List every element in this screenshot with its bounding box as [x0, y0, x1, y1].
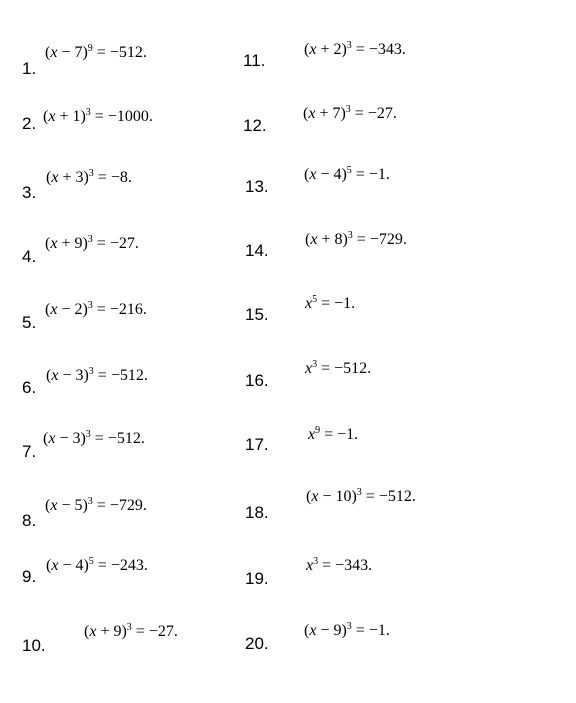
problem-11-equation: $(x + 2)^3 = -343$. [304, 40, 406, 58]
problem-12-equation: $(x + 7)^3 = -27$. [303, 104, 397, 122]
problem-19-number: 19. [245, 569, 269, 588]
problem-20-equation: $(x - 9)^3 = -1$. [304, 621, 390, 639]
problem-4-number: 4. [22, 247, 37, 266]
problem-17-equation: $x^9 = -1$. [308, 425, 359, 443]
problem-13-equation: $(x - 4)^5 = -1$. [304, 165, 390, 183]
problem-18-equation: $(x - 10)^3 = -512$. [306, 487, 416, 505]
problem-17-number: 17. [245, 435, 269, 454]
problem-6-number: 6. [22, 378, 37, 397]
problem-11-number: 11. [243, 51, 266, 70]
problem-20-number: 20. [245, 634, 269, 653]
problem-9-equation: $(x - 4)^5 = -243$. [46, 556, 148, 574]
problem-18-number: 18. [245, 503, 269, 522]
problem-8-number: 8. [22, 511, 37, 530]
problem-4-equation: $(x + 9)^3 = -27$. [45, 234, 139, 252]
problem-14-equation: $(x + 8)^3 = -729$. [305, 230, 407, 248]
problem-2-equation: $(x + 1)^3 = -1000$. [43, 107, 153, 125]
problem-5-equation: $(x - 2)^3 = -216$. [45, 300, 147, 318]
problem-19-equation: $x^3 = -343$. [306, 556, 373, 574]
problem-5-number: 5. [22, 313, 37, 332]
problem-6-equation: $(x - 3)^3 = -512$. [46, 366, 148, 384]
problem-1-number: 1. [22, 59, 37, 78]
problem-7-number: 7. [22, 442, 37, 461]
problem-12-number: 12. [243, 116, 267, 135]
problem-3-number: 3. [22, 183, 37, 202]
problem-8-equation: $(x - 5)^3 = -729$. [45, 496, 147, 514]
problem-2-number: 2. [22, 114, 37, 133]
problem-10-number: 10. [22, 636, 46, 655]
problem-1-equation: $(x - 7)^9 = -512$. [45, 43, 147, 61]
problem-14-number: 14. [245, 241, 269, 260]
problem-9-number: 9. [22, 567, 37, 586]
problem-13-number: 13. [245, 177, 269, 196]
problem-15-equation: $x^5 = -1$. [305, 294, 356, 312]
problem-7-equation: $(x - 3)^3 = -512$. [43, 429, 145, 447]
problem-3-equation: $(x + 3)^3 = -8$. [46, 168, 132, 186]
problem-10-equation: $(x + 9)^3 = -27$. [84, 622, 178, 640]
problem-16-number: 16. [245, 371, 269, 390]
problem-15-number: 15. [245, 305, 269, 324]
problem-16-equation: $x^3 = -512$. [305, 359, 372, 377]
